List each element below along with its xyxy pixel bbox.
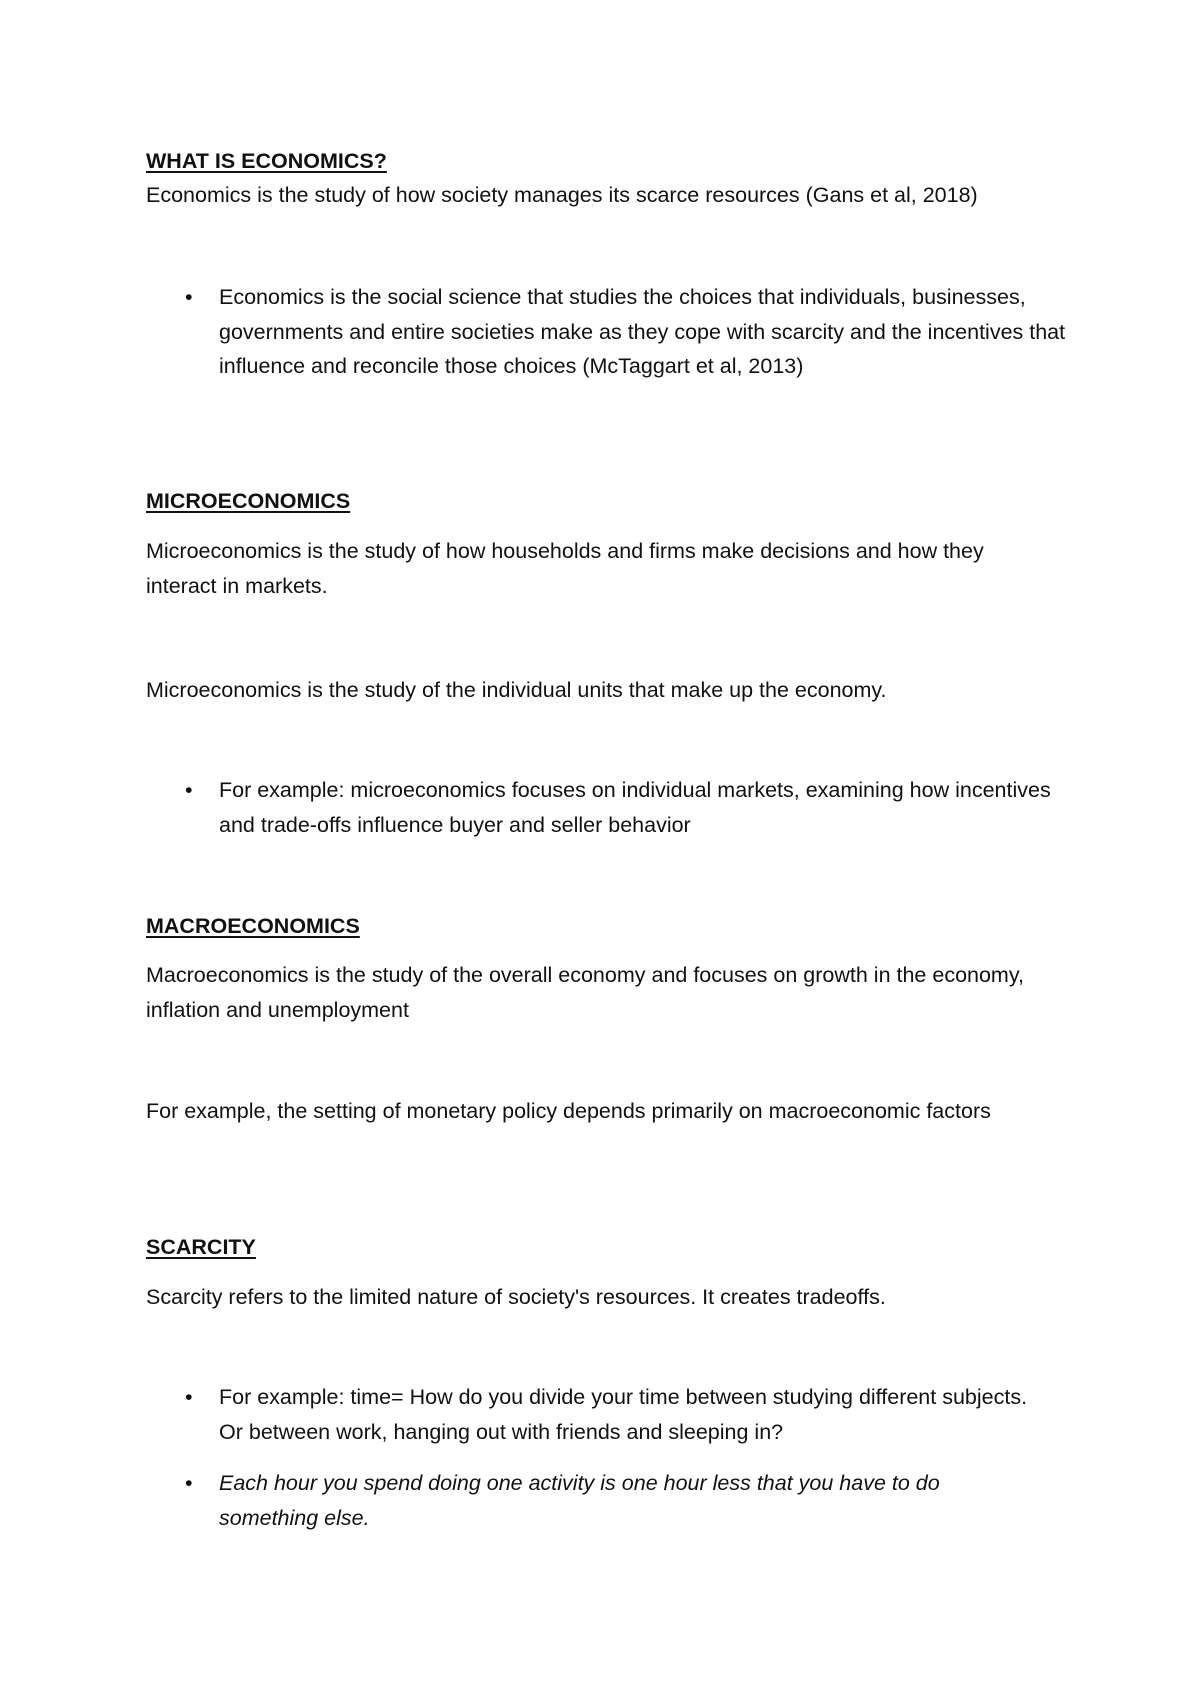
microeconomics-paragraph-2: Microeconomics is the study of the individual units that make up the economy. xyxy=(146,678,887,702)
heading-macroeconomics: MACROECONOMICS xyxy=(146,914,360,938)
economics-bullet-1: Economics is the social science that studies the choices that individuals, businesses, governments and entire societies make as they cope with scarcity and the incentives that influence and reconcile those choices (McTaggart et al, 2013) xyxy=(219,285,1066,378)
economics-definition: Economics is the study of how society manages its scarce resources (Gans et al, 2018) xyxy=(146,183,978,207)
scarcity-bullet-2: Each hour you spend doing one activity is one hour less that you have to do something else. xyxy=(219,1471,940,1530)
scarcity-bullet-1: For example: time= How do you divide your time between studying different subjects. Or between work, hanging out with friends and sleeping in? xyxy=(219,1385,1028,1444)
bullet-marker: • xyxy=(185,1471,193,1495)
scarcity-paragraph-1: Scarcity refers to the limited nature of society's resources. It creates tradeoffs. xyxy=(146,1285,886,1309)
bullet-marker: • xyxy=(185,1385,193,1409)
heading-microeconomics: MICROECONOMICS xyxy=(146,489,351,513)
bullet-marker: • xyxy=(185,778,193,802)
macroeconomics-paragraph-2: For example, the setting of monetary policy depends primarily on macroeconomic factors xyxy=(146,1099,991,1123)
microeconomics-bullet-1: For example: microeconomics focuses on individual markets, examining how incentives and trade-offs influence buyer and seller behavior xyxy=(219,778,1051,837)
bullet-marker: • xyxy=(185,285,193,309)
microeconomics-paragraph-1: Microeconomics is the study of how households and firms make decisions and how they interact in markets. xyxy=(146,539,984,598)
macroeconomics-paragraph-1: Macroeconomics is the study of the overall economy and focuses on growth in the economy, inflation and unemployment xyxy=(146,963,1024,1022)
heading-scarcity: SCARCITY xyxy=(146,1235,256,1259)
heading-what-is-economics: WHAT IS ECONOMICS? xyxy=(146,149,387,173)
